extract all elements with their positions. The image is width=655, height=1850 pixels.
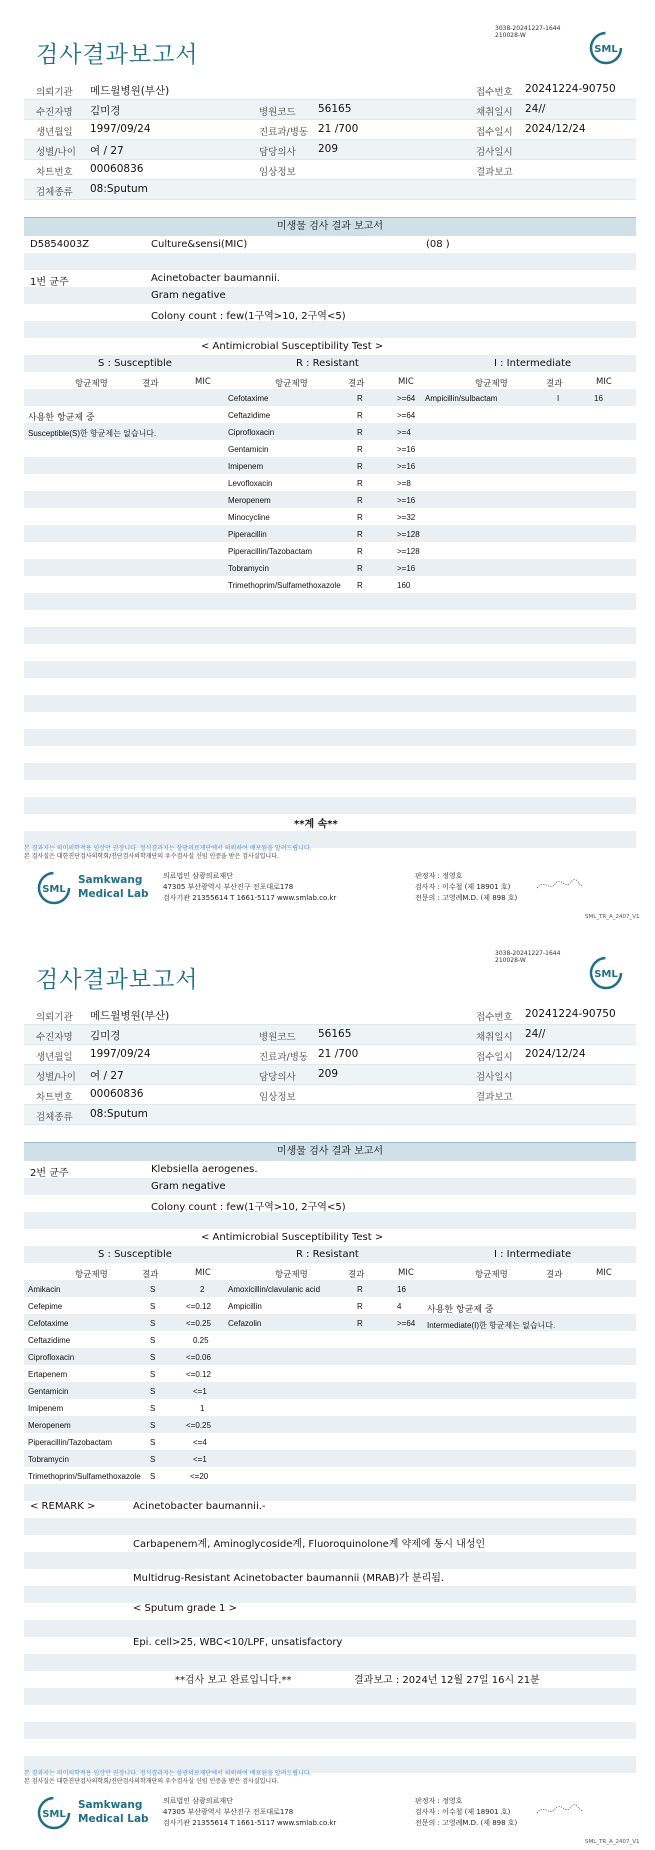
drug-name: Trimethoprim/Sulfamethoxazole — [228, 581, 341, 590]
gram-stain: Gram negative — [151, 1181, 226, 1192]
drug-name: Tobramycin — [28, 1455, 69, 1464]
drug-name: Minocycline — [228, 513, 270, 522]
test-name: Culture&sensi(MIC) — [151, 239, 248, 250]
signature-icon — [535, 1801, 585, 1819]
report-page-2: 검사결과보고서 3038-20241227-1644 210028-W SML 의뢰기관 메드윌병원(부산) 접수번호 20241224-90750 수진자명 김미경 병원코드 56165 채취일시 24// 생년월일 1997/09/24 진료과/병동 21 /700 접수일시 2024/12/24 성별/나이 여 / 27 담당의사 209 검사일시 차트번호 00060836 임상정보 결과보고 검체종류 08:Sputum 미생물 검사 결과 보고서 2번 균주 Klebsiella aerogenes. Gram negative Colony count : few(1구역>10, 2구역<5) < Antimicrobial Susceptibility Test > S : Susceptible R : Resistant I : Intermediate 항균제명 결과 MIC 항균제명 결과 MIC 항균제명 결과 MIC Amikacin S 2 Cefepime S <=0.12 Cefotaxime S <=0.25 Ceftazidime S 0.25 Ciprofloxacin S <=0.06 Ertapenem S <=0.12 Gentamicin S <=1 Imipenem S 1 Meropenem S <=0.25 Piperacillin/Tazobactam S <=4 Tobramycin S <=1 Trimethoprim/Sulfamethoxazole S <=20 Amoxicillin/clavulanic acid R 16 Ampicillin R 4 Cefazolin R >=64 사용한 항균제 중 Intermediate(I)한 항균제는 없습니다. < REMARK > Acinetobacter baumannii.- Carbapenem계, Aminoglycoside계, Fluoroquinolone계 약제에 동시 내성인 Multidrug-Resistant Acinetobacter baumannii (MRAB)가 분리됨. < Sputum grade 1 > Epi. cell>25, WBC<10/LPF, unsatisfactory **검사 보고 완료입니다.** 결과보고 : 2024년 12월 27일 16시 21분 본 결과지는 의미의학적용 임상만 권장니다. 정식결과지는 삼광의료재단에서 의뢰하여 배포됨을 알려드립니다. 본 검사실은 대한진단검사의학회/진단검사의학재단의 우수검사실 신임 인증을 받은 검사실입니다. SML Samkwang Medical Lab 의료법인 삼광의료재단 47305 부산광역시 부산진구 전포대로178 검사기관 21355614 T 1661-5117 www.smlab.co.kr 판정자 : 정영호 검사자 : 이수철 (제 18901 호) 전문의 : 고영례M.D. (제 898 호) SML_TR_A_2407_V1 — [24, 950, 640, 1845]
header-row-specimen: 검체종류 08:Sputum — [24, 180, 636, 200]
remark-label: < REMARK > — [30, 1501, 96, 1512]
complete-mark: **검사 보고 완료입니다.** — [175, 1675, 292, 1686]
receipt-number: 20241224-90750 — [525, 83, 616, 95]
drug-name: Ciprofloxacin — [228, 428, 275, 437]
drug-name: Trimethoprim/Sulfamethoxazole — [28, 1472, 141, 1481]
header-row-sexage: 성별/나이 여 / 27 담당의사 209 검사일시 — [24, 1065, 636, 1085]
drug-name: Ceftazidime — [28, 1336, 71, 1345]
drug-name: Piperacillin/Tazobactam — [28, 1438, 113, 1447]
drug-name: Piperacillin — [228, 530, 267, 539]
remark-line: < Sputum grade 1 > — [133, 1603, 237, 1614]
samkwang-logo: SML Samkwang Medical Lab — [36, 1793, 156, 1837]
colony-count: Colony count : few(1구역>10, 2구역<5) — [151, 311, 346, 322]
sml-logo-icon — [588, 955, 624, 991]
drug-name: Amikacin — [28, 1285, 61, 1294]
header-row-patient: 수진자명 김미경 병원코드 56165 채취일시 24// — [24, 100, 636, 120]
drug-name: Gentamicin — [228, 445, 269, 454]
sml-logo-icon — [36, 1795, 72, 1831]
drug-name: Ceftazidime — [228, 411, 271, 420]
remark-line: Multidrug-Resistant Acinetobacter baumannii (MRAB)가 분리됨. — [133, 1573, 445, 1584]
header-row-specimen: 검체종류 08:Sputum — [24, 1105, 636, 1125]
drug-name: Cefotaxime — [28, 1319, 69, 1328]
drug-name: Levofloxacin — [228, 479, 273, 488]
section-title: 미생물 검사 결과 보고서 — [24, 1142, 636, 1161]
drug-name: Meropenem — [228, 496, 271, 505]
legend-susceptible: S : Susceptible — [98, 358, 172, 369]
report-page-1: 검사결과보고서 3038-20241227-1644 210028-W SML 의뢰기관 메드윌병원(부산) 접수번호 20241224-90750 수진자명 김미경 병원코드 56165 채취일시 24// 생년월일 1997/09/24 진료과/병동 21 /700 접수일시 2024/12/24 성별/나이 여 / 27 담당의사 209 검사일시 차트번호 00060836 임상정보 결과보고 검체종류 08:Sputum 미생물 검사 결과 보고서 D5854003Z Culture&sensi(MIC) (08 ) 1번 균주 Acinetobacter baumannii. Gram negative Colony count : few(1구역>10, 2구역<5) < Antimicrobial Susceptibility Test > S : Susceptible R : Resistant I : Intermediate 항균제명 결과 MIC 항균제명 결과 MIC 항균제명 결과 MIC 사용한 항균제 중 Susceptible(S)한 항균제는 없습니다. Cefotaxime R >=64 Ceftazidime R >=64 Ciprofloxacin R >=4 Gentamicin R >=16 Imipenem R >=16 Levofloxacin R >=8 Meropenem R >=16 Minocycline R >=32 Piperacillin R >=128 Piperacillin/Tazobactam R >=128 Tobramycin R >=16 Trimethoprim/Sulfamethoxazole R 160 Ampicillin/sulbactam I 16 **계 속** 본 결과지는 의미의학적용 임상만 권장니다. 정식결과지는 삼광의료재단에서 의뢰하여 배포됨을 알려드립니다. 본 검사실은 대한진단검사의학회/진단검사의학재단의 우수검사실 신임 인증을 받은 검사실입니다. SML Samkwang Medical Lab 의료법인 삼광의료재단 47305 부산광역시 부산진구 전포대로178 검사기관 21355614 T 1661-5117 www.smlab.co.kr 판정자 : 정영호 검사자 : 이수철 (제 18901 호) 전문의 : 고영례M.D. (제 898 호) SML_TR_A_2407_V1 — [24, 25, 640, 920]
drug-name: Ampicillin — [228, 1302, 262, 1311]
svg-text:SML: SML — [42, 884, 66, 895]
header-row-birth: 생년월일 1997/09/24 진료과/병동 21 /700 접수일시 2024/12/24 — [24, 120, 636, 140]
samkwang-logo: SML Samkwang Medical Lab — [36, 868, 156, 912]
drug-name: Tobramycin — [228, 564, 269, 573]
sml-logo-icon — [36, 870, 72, 906]
legend-resistant: R : Resistant — [296, 358, 359, 369]
note-line2: Susceptible(S)한 항균제는 없습니다. — [28, 429, 157, 438]
svg-text:SML: SML — [594, 969, 618, 980]
legend-resistant: R : Resistant — [296, 1249, 359, 1260]
organism-label: 2번 균주 — [30, 1168, 69, 1179]
drug-name: Ciprofloxacin — [28, 1353, 75, 1362]
remark-line: Acinetobacter baumannii.- — [133, 1501, 266, 1512]
drug-name: Cefotaxime — [228, 394, 269, 403]
continue-mark: **계 속** — [294, 819, 338, 830]
drug-name: Piperacillin/Tazobactam — [228, 547, 313, 556]
drug-name: Ampicillin/sulbactam — [425, 394, 498, 403]
sml-logo-icon — [588, 30, 624, 66]
remark-line: Epi. cell>25, WBC<10/LPF, unsatisfactory — [133, 1637, 343, 1648]
organism-label: 1번 균주 — [30, 277, 69, 288]
colony-count: Colony count : few(1구역>10, 2구역<5) — [151, 1202, 346, 1213]
header-row-chart: 차트번호 00060836 임상정보 결과보고 — [24, 160, 636, 180]
legend-intermediate: I : Intermediate — [494, 358, 572, 369]
header-row-agency: 의뢰기관 메드윌병원(부산) 접수번호 20241224-90750 — [24, 80, 636, 100]
ast-title: < Antimicrobial Susceptibility Test > — [201, 341, 384, 352]
header-row-birth: 생년월일 1997/09/24 진료과/병동 21 /700 접수일시 2024/12/24 — [24, 1045, 636, 1065]
footer-warning: 본 결과지는 의미의학적용 임상만 권장니다. 정식결과지는 삼광의료재단에서 의뢰하여 배포됨을 알려드립니다. — [24, 1770, 312, 1777]
legend-intermediate: I : Intermediate — [494, 1249, 572, 1260]
signature-icon — [535, 876, 585, 894]
report-title: 검사결과보고서 — [36, 42, 199, 68]
remark-line: Carbapenem계, Aminoglycoside계, Fluoroquinolone계 약제에 동시 내성인 — [133, 1539, 486, 1550]
ast-title: < Antimicrobial Susceptibility Test > — [201, 1232, 384, 1243]
svg-text:SML: SML — [594, 44, 618, 55]
agency-value: 메드윌병원(부산) — [90, 85, 170, 97]
drug-name: Imipenem — [228, 462, 264, 471]
test-number: (08 ) — [426, 239, 450, 250]
report-code: 3038-20241227-1644 210028-W — [495, 950, 561, 964]
legend-susceptible: S : Susceptible — [98, 1249, 172, 1260]
note-line2: Intermediate(I)한 항균제는 없습니다. — [427, 1321, 556, 1330]
header-row-agency: 의뢰기관 메드윌병원(부산) 접수번호 20241224-90750 — [24, 1005, 636, 1025]
header-row-chart: 차트번호 00060836 임상정보 결과보고 — [24, 1085, 636, 1105]
footer-warning: 본 결과지는 의미의학적용 임상만 권장니다. 정식결과지는 삼광의료재단에서 의뢰하여 배포됨을 알려드립니다. — [24, 845, 312, 852]
header-row-sexage: 성별/나이 여 / 27 담당의사 209 검사일시 — [24, 140, 636, 160]
report-title: 검사결과보고서 — [36, 967, 199, 993]
drug-name: Meropenem — [28, 1421, 71, 1430]
header-row-patient: 수진자명 김미경 병원코드 56165 채취일시 24// — [24, 1025, 636, 1045]
report-code: 3038-20241227-1644 210028-W — [495, 25, 561, 39]
organism-name: Acinetobacter baumannii. — [151, 273, 280, 284]
drug-name: Cefazolin — [228, 1319, 262, 1328]
test-code: D5854003Z — [30, 239, 90, 250]
drug-name: Amoxicillin/clavulanic acid — [228, 1285, 321, 1294]
drug-name: Imipenem — [28, 1404, 64, 1413]
drug-name: Ertapenem — [28, 1370, 68, 1379]
organism-name: Klebsiella aerogenes. — [151, 1164, 258, 1175]
drug-name: Cefepime — [28, 1302, 63, 1311]
section-title: 미생물 검사 결과 보고서 — [24, 217, 636, 236]
result-report-time: 결과보고 : 2024년 12월 27일 16시 21분 — [354, 1675, 540, 1686]
gram-stain: Gram negative — [151, 290, 226, 301]
drug-name: Gentamicin — [28, 1387, 69, 1396]
note-line1: 사용한 항균제 중 — [28, 413, 95, 423]
footer-accreditation: 본 검사실은 대한진단검사의학회/진단검사의학재단의 우수검사실 신임 인증을 받은 검사실입니다. — [24, 853, 279, 860]
svg-text:SML: SML — [42, 1809, 66, 1820]
footer-accreditation: 본 검사실은 대한진단검사의학회/진단검사의학재단의 우수검사실 신임 인증을 받은 검사실입니다. — [24, 1778, 279, 1785]
note-line1: 사용한 항균제 중 — [427, 1305, 494, 1315]
